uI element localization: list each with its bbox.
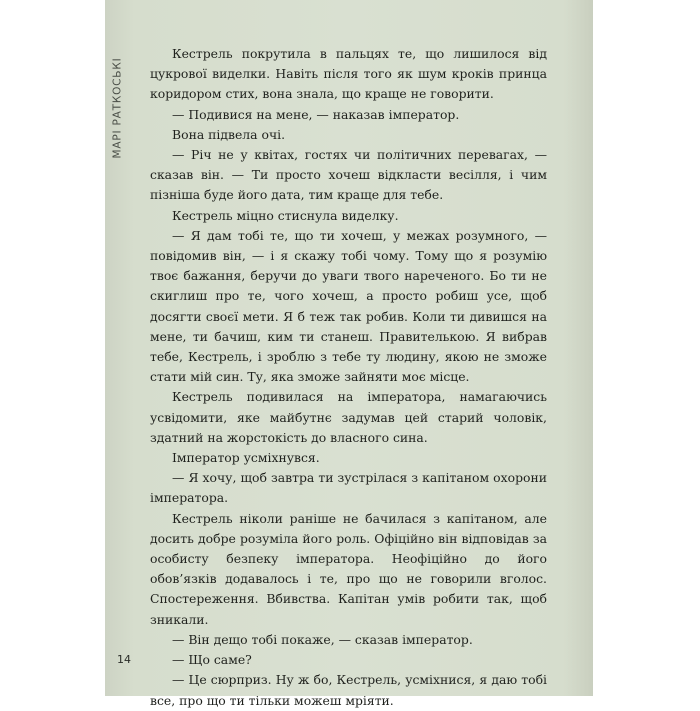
paragraph: — Що саме? [172,652,252,668]
paragraph: Імператор усміхнувся. [172,450,320,466]
body-text [150,44,547,711]
paragraph: Кестрель міцно стиснула виделку. [172,207,399,223]
running-head [109,48,125,168]
paragraph: Кестрель покрутила в пальцях те, що лишилося від цукрової виделки. Навіть після того як шум кроків принца коридором стих, вона знала, що краще не говорити. [150,46,547,102]
paragraph: Вона підвела очі. [172,126,286,142]
book-page [105,0,593,708]
paragraph: Кестрель ніколи раніше не бачилася з капітаном, але досить добре розуміла його роль. Офіційно він відповідав за особисту безпеку імператора. Неофіційно до його обов’язків додавалось і те, про що не говорили вголос. Спостереження. Вбивства. Капітан умів робити так, щоб зникали. [150,510,547,627]
paragraph: — Він дещо тобі покаже, — сказав імператор. [172,631,473,647]
paragraph: — Я дам тобі те, що ти хочеш, у межах розумного, — повідомив він, — і я скажу тобі чому. Тому що я розумію твоє бажання, беручи до уваги твого нареченого. Бо ти не скиглиш про те, чого хочеш, а просто робиш усе, щоб досягти своєї мети. Я б теж так робив. Коли ти дивишся на мене, ти бачиш, ким ти станеш. Правителькою. Я вибрав тебе, Кестрель, і зроблю з тебе ту людину, якою не зможе стати мій син. Ту, яка зможе зайняти моє місце. [150,227,547,385]
paragraph: — Це сюрприз. Ну ж бо, Кестрель, усміхнися, я даю тобі все, про що ти тільки можеш мріяти. [150,672,547,708]
paragraph: — Річ не у квітах, гостях чи політичних перевагах, — сказав він. — Ти просто хочеш відкласти весілля, і чим пізніша буде його дата, тим краще для тебе. [150,147,547,203]
author-name: МАРІ РАТКОСЬКІ [111,57,124,159]
paragraph: Кестрель подивилася на імператора, намагаючись усвідомити, яке майбутнє задумав цей старий чоловік, здатний на жорстокість до власного сина. [150,389,547,445]
paragraph: — Я хочу, щоб завтра ти зустрілася з капітаном охорони імператора. [150,470,547,506]
paragraph: — Подивися на мене, — наказав імператор. [172,106,460,122]
page-number: 14 [117,653,131,666]
